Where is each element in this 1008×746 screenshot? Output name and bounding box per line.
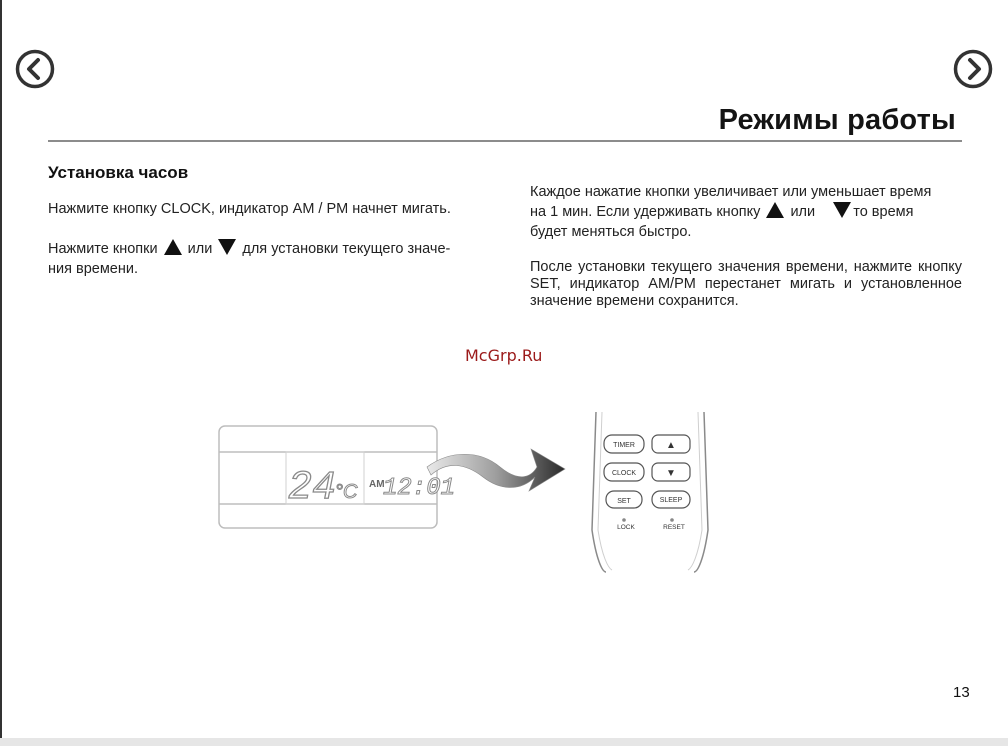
lcd-display-illustration [218, 425, 456, 529]
remote-reset-label: RESET [663, 524, 685, 531]
paragraph-set: После установки текущего значения времени, нажмите кнопку SET, индикатор AM/PM перестанет мигать и установленное значение времени сохранится. [530, 259, 962, 309]
paragraph-increment [530, 182, 962, 242]
remote-sleep-label: SLEEP [659, 497, 683, 504]
down-triangle-icon [833, 202, 851, 218]
up-triangle-icon [164, 239, 182, 255]
p2-text-after: для установки текущего значе- [242, 241, 451, 257]
up-triangle-icon [766, 202, 784, 218]
lcd-meridiem: AM [369, 479, 385, 490]
section-heading: Установка часов [48, 163, 189, 182]
remote-down-label: ▼ [666, 468, 676, 479]
page-left-border [0, 0, 2, 738]
page-number: 13 [953, 684, 970, 701]
lcd-temperature: 24 [288, 466, 337, 511]
p3-line2-after: то время [853, 204, 914, 220]
remote-clock-label: CLOCK [611, 470, 637, 477]
prev-page-button[interactable] [15, 49, 55, 89]
remote-set-label: SET [617, 498, 631, 505]
down-triangle-icon [218, 239, 236, 255]
viewer-bottom-bar [0, 738, 1008, 746]
paragraph-clock-press: Нажмите кнопку CLOCK, индикатор AM / PM начнет мигать. [48, 201, 451, 217]
title-divider [48, 140, 962, 142]
remote-timer-label: TIMER [613, 442, 635, 449]
next-page-button[interactable] [953, 49, 993, 89]
p3-text-or: или [790, 204, 816, 220]
remote-lock-label: LOCK [617, 524, 635, 531]
p3-line3: будет меняться быстро. [530, 224, 692, 240]
p2-text-or: или [187, 241, 213, 257]
p3-line2-before: на 1 мин. Если удерживать кнопку [530, 204, 761, 220]
p2-text-before: Нажмите кнопки [48, 241, 158, 257]
remote-control-illustration [588, 412, 713, 574]
remote-up-label: ▲ [666, 440, 676, 451]
chevron-right-circle-icon [953, 49, 993, 89]
curved-arrow-icon [425, 445, 570, 495]
p2-text-line2: ния времени. [48, 261, 138, 277]
p3-line1: Каждое нажатие кнопки увеличивает или уменьшает время [530, 184, 932, 200]
lcd-time: 12:01 [383, 475, 456, 502]
lcd-temp-unit: °C [335, 481, 358, 503]
watermark: McGrp.Ru [465, 346, 543, 365]
paragraph-arrow-buttons [48, 239, 488, 279]
page-title: Режимы работы [718, 104, 956, 136]
chevron-left-circle-icon [15, 49, 55, 89]
